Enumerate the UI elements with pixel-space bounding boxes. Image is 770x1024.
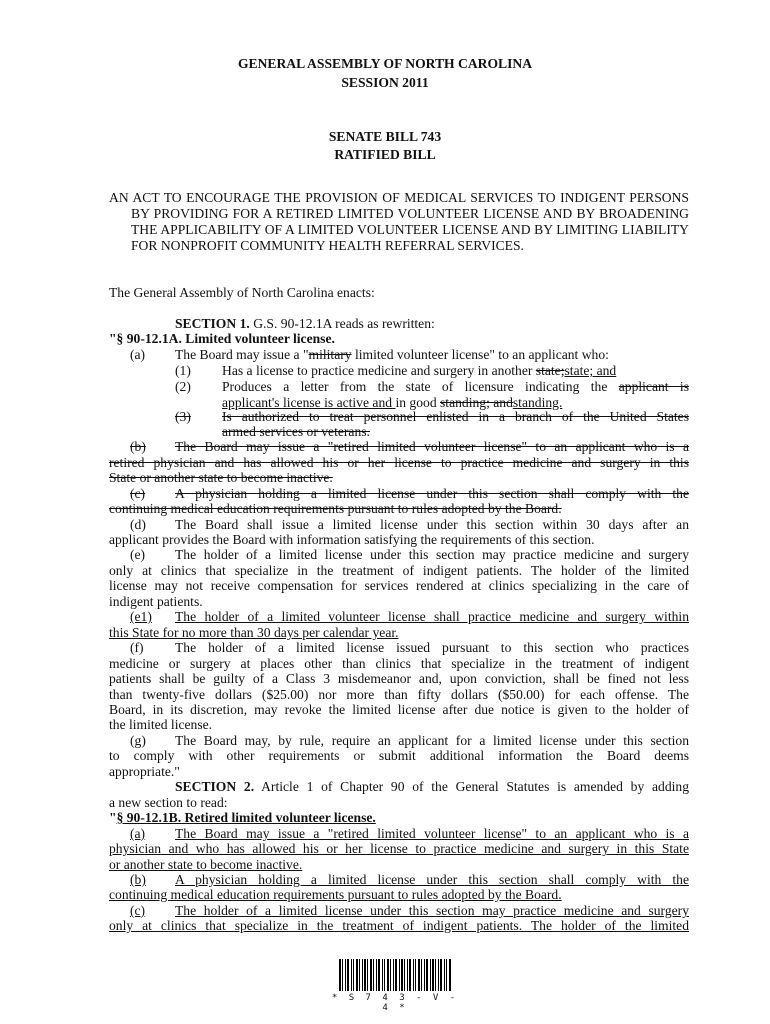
item-a2-text: Produces a letter from the state of licensure indicating the	[222, 379, 619, 394]
added-text: § 90-12.1B. Retired limited volunteer license.	[116, 810, 376, 825]
new-subsection-b-line2	[109, 887, 689, 903]
added-text: A physician holding a limited license under this section shall comply with the	[175, 872, 689, 887]
item-a3	[109, 409, 689, 425]
subsection-e-line4: indigent patients.	[109, 594, 203, 609]
subsection-d	[109, 517, 689, 533]
subsection-g-line2: to comply with other requirements or submit additional information the Board deems	[109, 748, 689, 763]
section2-label: SECTION 2.	[175, 779, 255, 794]
subsection-e-line2: only at clinics that specialize in the treatment of indigent patients. The holder of the limited	[109, 563, 689, 578]
subsection-g-text: The Board may, by rule, require an applicant for a limited license under this section	[175, 733, 689, 748]
subsection-e-text: The holder of a limited license under this section may practice medicine and surgery	[175, 547, 689, 562]
new-subsection-b-label: (b)	[130, 872, 146, 887]
struck-text: A physician holding a limited license under this section shall comply with the	[175, 486, 689, 501]
subsection-e1-line2	[109, 625, 689, 641]
section1-text: G.S. 90-12.1A reads as rewritten:	[253, 316, 435, 331]
subsection-d-text: The Board shall issue a limited license under this section within 30 days after an	[175, 517, 689, 532]
section1-label: SECTION 1.	[175, 316, 250, 331]
item-a2-label: (2)	[175, 379, 191, 394]
old-subsection-c-label: (c)	[130, 486, 146, 501]
section1-heading: "§ 90-12.1A. Limited volunteer license.	[109, 331, 335, 346]
new-subsection-c-line2	[109, 918, 689, 934]
section2-text-line2: a new section to read:	[109, 795, 228, 810]
section2-intro	[109, 779, 689, 795]
added-text: this State for no more than 30 days per calendar year.	[109, 625, 399, 640]
struck-text: retired physician and has allowed his or her license to practice medicine and surgery in this	[109, 455, 689, 470]
subsection-g-line3: appropriate."	[109, 764, 180, 779]
subsection-e-line3: license may not receive compensation for services rendered at clinics specializing in the care of	[109, 578, 689, 593]
subsection-f-label: (f)	[130, 640, 144, 655]
subsection-f-line2: medicine or surgery at places other than clinics that specialize in the treatment of indigent	[109, 656, 689, 671]
subsection-f-line5: Board, in its discretion, may revoke the limited license after due notice is given to the holder of	[109, 702, 689, 717]
added-text: state; and	[564, 363, 617, 378]
bill-status: RATIFIED BILL	[334, 147, 436, 162]
item-a1-label: (1)	[175, 363, 191, 378]
added-text: standing.	[512, 395, 563, 410]
item-a1	[109, 363, 689, 379]
section1-intro	[109, 316, 689, 332]
barcode	[339, 959, 451, 991]
old-subsection-b-label: (b)	[130, 439, 146, 454]
added-text: The holder of a limited volunteer license shall practice medicine and surgery within	[175, 609, 689, 624]
struck-text: state;	[535, 363, 565, 378]
plain-text: in good	[395, 395, 441, 410]
new-subsection-a-line2	[109, 841, 689, 857]
barcode-text: * S 7 4 3 - V - 4 *	[331, 993, 459, 1013]
added-text: The Board may issue a "retired limited volunteer license" to an applicant who is a	[175, 826, 689, 841]
subsection-a-text: The Board may issue a "	[175, 347, 309, 362]
struck-text: State or another state to become inactive.	[109, 470, 333, 485]
struck-text: Is authorized to treat personnel enlisted in a branch of the United States	[222, 409, 689, 424]
quote-mark: "	[109, 810, 117, 825]
old-subsection-c	[109, 486, 689, 502]
added-text: applicant's license is active and	[222, 395, 396, 410]
old-subsection-b-line2	[109, 455, 689, 471]
session-heading: SESSION 2011	[341, 75, 429, 90]
struck-text: military	[308, 347, 352, 362]
act-title	[109, 190, 689, 254]
added-text: only at clinics that specialize in the treatment of indigent patients. The holder of the limited	[109, 918, 689, 933]
new-subsection-a	[109, 826, 689, 842]
old-subsection-c-line2	[109, 501, 689, 517]
new-subsection-c-label: (c)	[130, 903, 146, 918]
struck-text: continuing medical education requirements pursuant to rules adopted by the Board.	[109, 501, 562, 516]
old-subsection-b	[109, 439, 689, 455]
section2-heading	[109, 810, 689, 826]
subsection-f	[109, 640, 689, 656]
old-subsection-b-line3	[109, 470, 689, 486]
subsection-e-label: (e)	[130, 547, 146, 562]
added-text: The holder of a limited license under this section may practice medicine and surgery	[175, 903, 689, 918]
item-a2	[109, 379, 689, 395]
subsection-f-line3: patients shall be guilty of a Class 3 misdemeanor and, upon conviction, shall be fined not less	[109, 671, 689, 686]
struck-text: standing; and	[440, 395, 513, 410]
subsection-a-text-end: limited volunteer license" to an applicant who:	[351, 347, 609, 362]
act-title-text: AN ACT TO ENCOURAGE THE PROVISION OF MEDICAL SERVICES TO INDIGENT PERSONS BY PROVIDING FOR A RETIRED LIMITED VOLUNTEER LICENSE AND BY BROADENING THE APPLICABILITY OF A LIMITED VOLUNTEER LICENSE AND BY LIMITING LIABILITY FOR NONPROFIT COMMUNITY HEALTH REFERRAL SERVICES.	[109, 190, 689, 253]
struck-text: armed services or veterans.	[222, 424, 370, 439]
bill-number: SENATE BILL 743	[328, 129, 442, 144]
subsection-f-line4: than twenty-five dollars ($25.00) nor more than fifty dollars ($50.00) for each offense. The	[109, 687, 689, 702]
subsection-f-text: The holder of a limited license issued pursuant to this section who practices	[175, 640, 689, 655]
subsection-g	[109, 733, 689, 749]
struck-text: The Board may issue a "retired limited volunteer license" to an applicant who is a	[175, 439, 689, 454]
section2-text: Article 1 of Chapter 90 of the General Statutes is amended by adding	[261, 779, 689, 794]
item-a1-text: Has a license to practice medicine and surgery in another	[222, 363, 536, 378]
item-a3-label: (3)	[175, 409, 191, 424]
subsection-d-label: (d)	[130, 517, 146, 532]
struck-text: applicant is	[618, 379, 690, 394]
new-subsection-c	[109, 903, 689, 919]
new-subsection-a-label: (a)	[130, 826, 146, 841]
assembly-heading: GENERAL ASSEMBLY OF NORTH CAROLINA	[237, 56, 533, 71]
subsection-g-label: (g)	[130, 733, 146, 748]
added-text: or another state to become inactive.	[109, 857, 303, 872]
subsection-e1-label: (e1)	[130, 609, 152, 624]
subsection-e	[109, 547, 689, 563]
subsection-f-line6: the limited license.	[109, 717, 213, 732]
added-text: continuing medical education requirements pursuant to rules adopted by the Board.	[109, 887, 562, 902]
item-a3-continued	[109, 424, 689, 440]
subsection-d-line2: applicant provides the Board with information satisfying the requirements of this section.	[109, 532, 595, 547]
new-subsection-a-line3	[109, 857, 689, 873]
subsection-a	[109, 347, 689, 363]
enacting-clause: The General Assembly of North Carolina enacts:	[109, 285, 375, 300]
subsection-e1	[109, 609, 689, 625]
added-text: physician and who has allowed his or her license to practice medicine and surgery in this State	[109, 841, 689, 856]
new-subsection-b	[109, 872, 689, 888]
subsection-a-label: (a)	[130, 347, 146, 362]
